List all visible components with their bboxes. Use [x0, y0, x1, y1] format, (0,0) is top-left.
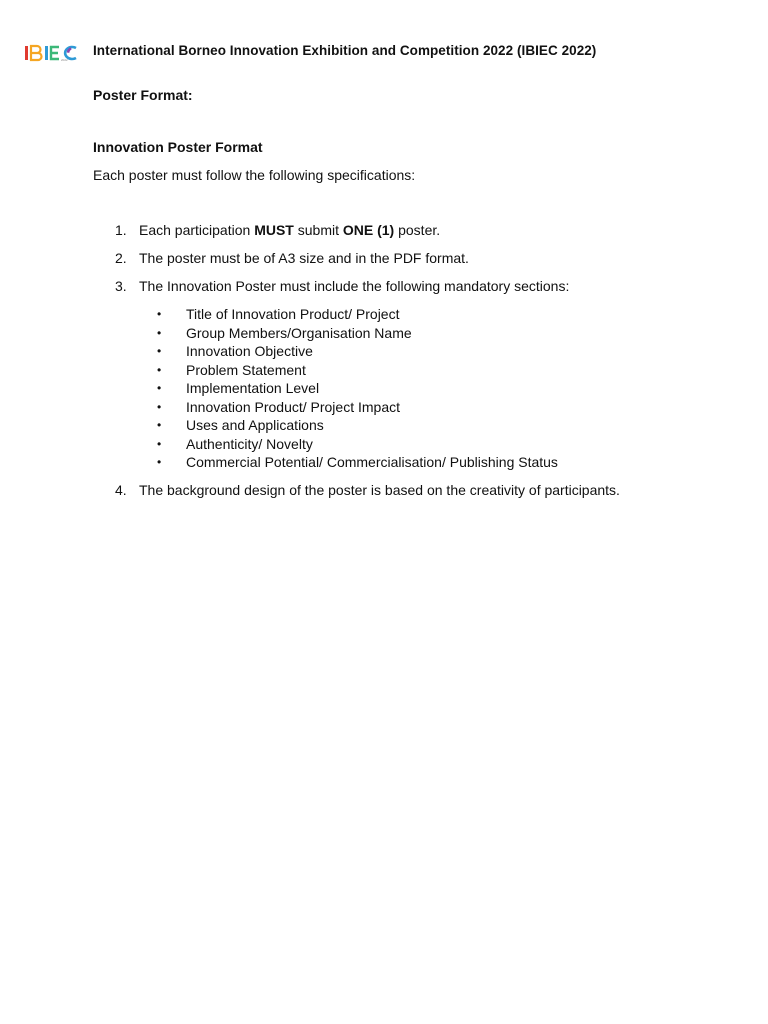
- bullet-icon: •: [157, 399, 162, 414]
- bullet-item: [139, 379, 733, 398]
- list-text-part: poster.: [394, 222, 441, 238]
- section-label: Poster Format:: [93, 87, 193, 103]
- list-number: 3.: [115, 278, 127, 294]
- bullet-icon: •: [157, 381, 162, 395]
- bullet-icon: •: [157, 344, 162, 358]
- bullet-item: [139, 435, 733, 454]
- list-item: [93, 249, 733, 267]
- list-number: 2.: [115, 250, 127, 266]
- bullet-text: Implementation Level: [186, 380, 320, 396]
- list-item: [93, 277, 733, 472]
- list-number: 1.: [115, 222, 127, 238]
- bullet-icon: •: [157, 455, 162, 469]
- intro-text: Each poster must follow the following specifications:: [93, 167, 416, 183]
- emphasis-text: MUST: [254, 222, 294, 238]
- bullet-text: Title of Innovation Product/ Project: [186, 306, 400, 322]
- bullet-text: Commercial Potential/ Commercialisation/ Publishing Status: [186, 454, 558, 470]
- bullet-item: [139, 398, 733, 417]
- bullet-icon: •: [157, 325, 162, 340]
- list-text-part: Each participation: [139, 222, 255, 238]
- bullet-text: Problem Statement: [186, 361, 306, 378]
- bullet-item: [139, 342, 733, 361]
- list-item: [93, 221, 733, 239]
- bullet-text: Uses and Applications: [186, 417, 324, 433]
- bullet-text: Innovation Product/ Project Impact: [186, 398, 400, 415]
- specifications-list: [93, 221, 733, 499]
- bullet-item: [139, 324, 733, 343]
- list-text: The poster must be of A3 size and in the PDF format.: [139, 250, 469, 266]
- bullet-icon: •: [157, 418, 162, 432]
- bullet-item: [139, 305, 733, 324]
- document-header: [24, 42, 597, 64]
- bullet-text: Innovation Objective: [186, 343, 313, 359]
- mandatory-sections-list: [139, 305, 733, 472]
- format-heading: Innovation Poster Format: [93, 139, 263, 155]
- list-text: The background design of the poster is based on the creativity of participants.: [139, 481, 620, 498]
- bullet-item: [139, 361, 733, 380]
- list-item: [93, 481, 733, 499]
- ibiec-logo: [24, 43, 82, 63]
- emphasis-text: ONE (1): [342, 222, 395, 238]
- document-title: International Borneo Innovation Exhibition and Competition 2022 (IBIEC 2022): [93, 43, 597, 58]
- svg-text:2022: 2022: [61, 58, 68, 62]
- bullet-item: [139, 453, 733, 472]
- bullet-item: [139, 416, 733, 435]
- bullet-icon: •: [157, 362, 162, 377]
- bullet-text: Group Members/Organisation Name: [186, 324, 412, 341]
- list-text-part: submit: [293, 222, 343, 238]
- ibiec-logo-mark: [24, 43, 82, 63]
- bullet-text: Authenticity/ Novelty: [186, 435, 313, 452]
- list-text: The Innovation Poster must include the following mandatory sections:: [139, 278, 570, 294]
- bullet-icon: •: [157, 307, 162, 321]
- bullet-icon: •: [157, 436, 162, 451]
- list-number: 4.: [115, 481, 127, 498]
